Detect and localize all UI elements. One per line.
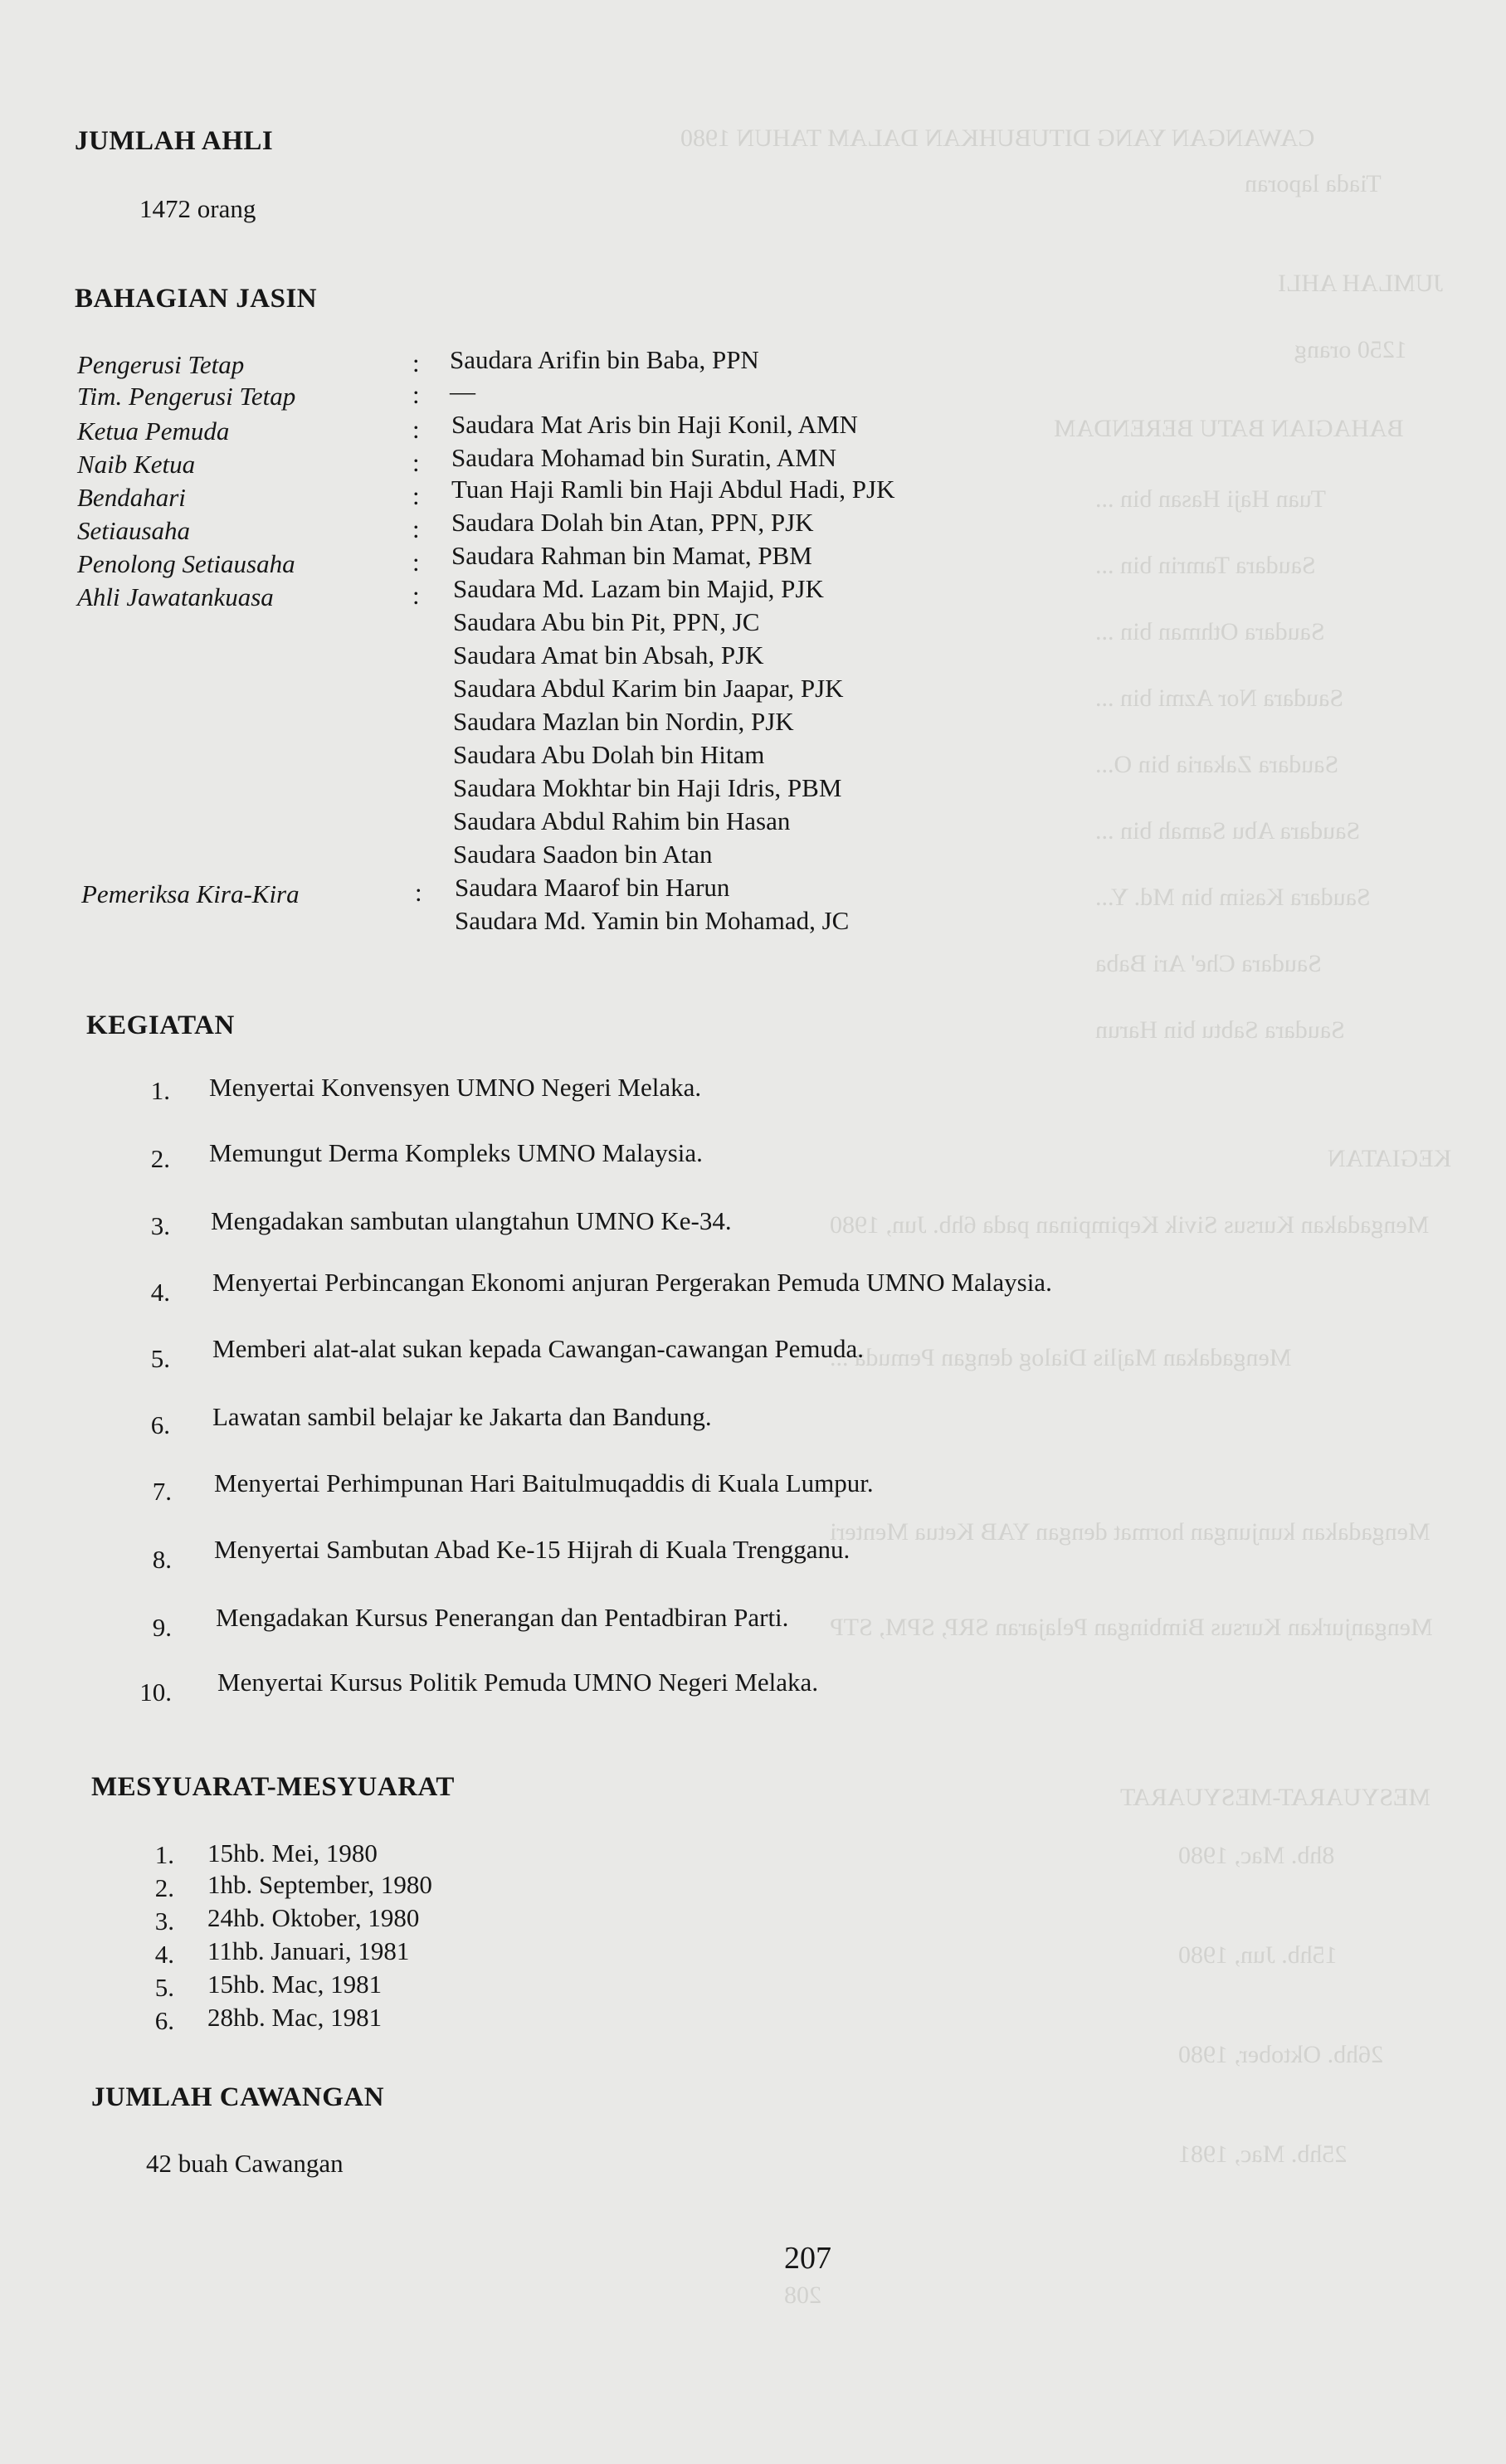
name-ajk-2: Saudara Abu bin Pit, PPN, JC [453, 607, 760, 636]
name-ajk-7: Saudara Mokhtar bin Haji Idris, PBM [453, 773, 842, 802]
kegiatan-item: Menyertai Kursus Politik Pemuda UMNO Negeri Melaka. [217, 1668, 819, 1697]
jumlah-ahli-value: 1472 orang [139, 194, 256, 223]
kegiatan-item: Menyertai Perbincangan Ekonomi anjuran Pergerakan Pemuda UMNO Malaysia. [212, 1268, 1052, 1297]
kegiatan-number: 6. [150, 1410, 170, 1439]
role-tim-pengerusi-tetap: Tim. Pengerusi Tetap [77, 382, 296, 411]
kegiatan-number: 2. [150, 1144, 170, 1173]
kegiatan-item: Mengadakan Kursus Penerangan dan Pentadbiran Parti. [216, 1603, 789, 1632]
mesyuarat-number: 1. [154, 1840, 174, 1869]
mesyuarat-date: 24hb. Oktober, 1980 [207, 1903, 420, 1932]
mesyuarat-number: 4. [154, 1940, 174, 1969]
role-penolong-setiausaha: Penolong Setiausaha [77, 549, 295, 578]
kegiatan-number: 9. [152, 1613, 172, 1642]
name-ajk-1: Saudara Md. Lazam bin Majid, PJK [453, 574, 824, 603]
colon-separator: : [415, 878, 422, 907]
jumlah-ahli-heading: JUMLAH AHLI [75, 126, 274, 156]
kegiatan-number: 4. [150, 1278, 170, 1307]
kegiatan-number: 7. [152, 1477, 172, 1506]
role-pengerusi-tetap: Pengerusi Tetap [77, 350, 245, 379]
jumlah-cawangan-heading: JUMLAH CAWANGAN [91, 2082, 385, 2112]
mesyuarat-heading: MESYUARAT-MESYUARAT [91, 1772, 455, 1802]
name-penolong-setiausaha: Saudara Rahman bin Mamat, PBM [451, 541, 812, 570]
mesyuarat-number: 5. [154, 1973, 174, 2002]
kegiatan-number: 10. [139, 1678, 172, 1707]
kegiatan-number: 1. [150, 1076, 170, 1105]
mesyuarat-date: 15hb. Mei, 1980 [207, 1838, 378, 1867]
name-pengerusi-tetap: Saudara Arifin bin Baba, PPN [450, 345, 759, 374]
colon-separator: : [412, 481, 420, 510]
mesyuarat-date: 11hb. Januari, 1981 [207, 1936, 410, 1965]
colon-separator: : [412, 581, 420, 610]
name-setiausaha: Saudara Dolah bin Atan, PPN, PJK [451, 508, 814, 537]
kegiatan-item: Mengadakan sambutan ulangtahun UMNO Ke-34. [211, 1206, 732, 1235]
mesyuarat-date: 28hb. Mac, 1981 [207, 2003, 383, 2032]
colon-separator: : [412, 348, 420, 377]
name-ajk-6: Saudara Abu Dolah bin Hitam [453, 740, 765, 769]
colon-separator: : [412, 548, 420, 577]
show-through-texture: CAWANGAN YANG DITUBUHKAN DALAM TAHUN 1980 Tiada laporan JUMLAH AHLI 1250 orang BAHAGIAN BATU BERENDAM Tuan Haji Hasan bin ... Saudara Tamrin bin ... Saudara Othman bin ... Saudara Nor Azmi bin ... Saudara Zakaria bin O... Saudara Abu Samah bin ... Saudara Kasim bin Md. Y... Saudara Che' Ari Baba Saudara Sabtu bin Harun KEGIATAN Mengadakan Kursus Sivik Kepimpinan pada 6hb. Jun, 1980 Mengadakan Majlis Dialog dengan Pemuda ... Mengadakan kunjungan hormat dengan YAB Ketua Menteri Menganjurkan Kursus Bimbingan Pelajaran SRP, SPM, STP MESYUARAT-MESYUARAT 8hb. Mac, 1980 15hb. Jun, 1980 26hb. Oktober, 1980 25hb. Mac, 1981 208 [680, 124, 1452, 2309]
kegiatan-item: Menyertai Konvensyen UMNO Negeri Melaka. [209, 1073, 702, 1102]
name-tim-pengerusi-tetap: — [450, 377, 475, 406]
name-naib-ketua: Saudara Mohamad bin Suratin, AMN [451, 443, 837, 472]
mesyuarat-date: 15hb. Mac, 1981 [207, 1970, 383, 1999]
mesyuarat-number: 3. [154, 1906, 174, 1936]
name-ketua-pemuda: Saudara Mat Aris bin Haji Konil, AMN [451, 410, 858, 439]
name-bendahari: Tuan Haji Ramli bin Haji Abdul Hadi, PJK [451, 475, 895, 504]
name-ajk-5: Saudara Mazlan bin Nordin, PJK [453, 707, 794, 736]
role-setiausaha: Setiausaha [77, 516, 191, 545]
mesyuarat-number: 6. [154, 2006, 174, 2035]
kegiatan-item: Memberi alat-alat sukan kepada Cawangan-cawangan Pemuda. [212, 1334, 865, 1363]
kegiatan-number: 3. [150, 1211, 170, 1240]
bahagian-heading: BAHAGIAN JASIN [75, 284, 318, 314]
role-ketua-pemuda: Ketua Pemuda [77, 416, 230, 446]
role-pemeriksa-kira-kira: Pemeriksa Kira-Kira [81, 879, 300, 908]
name-ajk-8: Saudara Abdul Rahim bin Hasan [453, 806, 791, 835]
role-naib-ketua: Naib Ketua [77, 450, 196, 479]
role-ahli-jawatankuasa: Ahli Jawatankuasa [77, 582, 274, 611]
colon-separator: : [412, 448, 420, 477]
kegiatan-number: 8. [152, 1545, 172, 1574]
name-pemeriksa-2: Saudara Md. Yamin bin Mohamad, JC [455, 906, 850, 935]
name-ajk-4: Saudara Abdul Karim bin Jaapar, PJK [453, 674, 844, 703]
kegiatan-item: Menyertai Sambutan Abad Ke-15 Hijrah di Kuala Trengganu. [214, 1535, 850, 1564]
name-ajk-3: Saudara Amat bin Absah, PJK [453, 640, 764, 670]
kegiatan-item: Lawatan sambil belajar ke Jakarta dan Bandung. [212, 1402, 712, 1431]
kegiatan-item: Memungut Derma Kompleks UMNO Malaysia. [209, 1138, 703, 1167]
colon-separator: : [412, 380, 420, 409]
colon-separator: : [412, 514, 420, 543]
role-bendahari: Bendahari [77, 483, 186, 512]
jumlah-cawangan-value: 42 buah Cawangan [146, 2149, 344, 2178]
name-pemeriksa-1: Saudara Maarof bin Harun [455, 873, 730, 902]
kegiatan-number: 5. [150, 1344, 170, 1373]
kegiatan-heading: KEGIATAN [86, 1010, 235, 1040]
mesyuarat-number: 2. [154, 1873, 174, 1902]
mesyuarat-date: 1hb. September, 1980 [207, 1870, 432, 1899]
name-ajk-9: Saudara Saadon bin Atan [453, 840, 713, 869]
colon-separator: : [412, 415, 420, 444]
kegiatan-item: Menyertai Perhimpunan Hari Baitulmuqaddis di Kuala Lumpur. [214, 1468, 874, 1497]
page-number: 207 [784, 2241, 831, 2276]
